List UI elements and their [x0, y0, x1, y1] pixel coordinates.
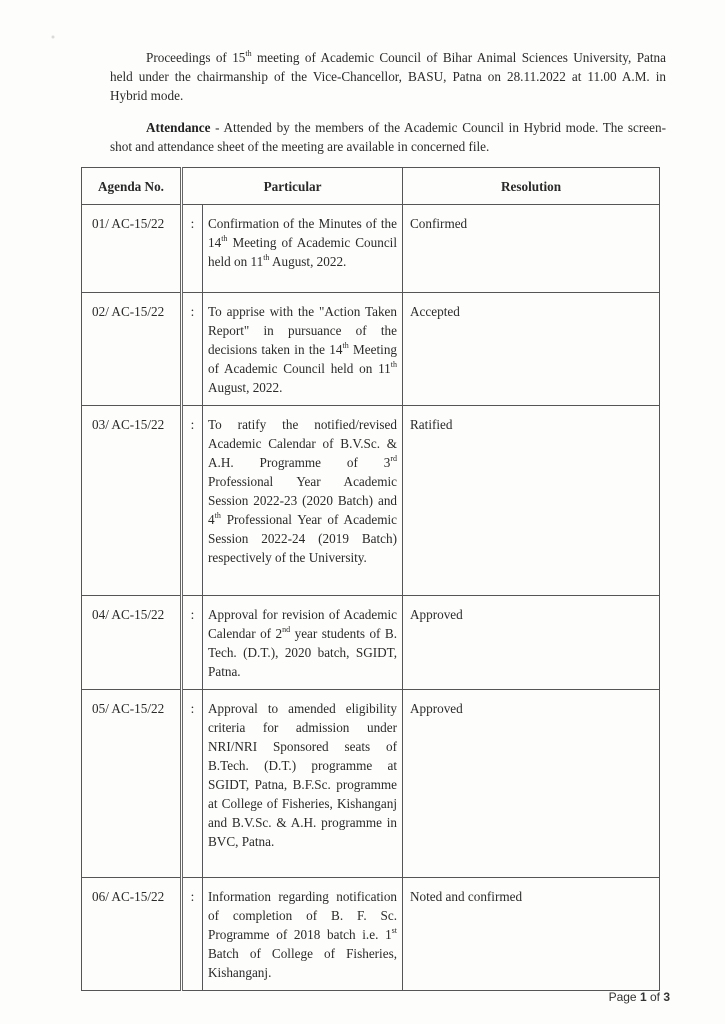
resolution-text: Ratified [403, 406, 660, 596]
agenda-number: 02/ AC-15/22 [82, 293, 182, 406]
table-row [82, 690, 660, 878]
particular-text: Approval for revision of Academic Calendar of 2nd year students of B. Tech. (D.T.), 2020 batch, SGIDT, Patna. [203, 596, 403, 690]
colon-separator: : [182, 596, 203, 690]
resolution-text: Approved [403, 596, 660, 690]
colon-separator: : [182, 406, 203, 596]
table-row [82, 878, 660, 991]
header-resolution: Resolution [403, 168, 660, 205]
table-row [82, 293, 660, 406]
table-row [82, 205, 660, 293]
resolution-text: Approved [403, 690, 660, 878]
particular-text: To apprise with the "Action Taken Report" in pursuance of the decisions taken in the 14th Meeting of Academic Council held on 11th August, 2022. [203, 293, 403, 406]
agenda-number: 03/ AC-15/22 [82, 406, 182, 596]
scan-speck [48, 30, 58, 44]
resolution-text: Noted and confirmed [403, 878, 660, 991]
attendance-label: Attendance [146, 120, 211, 135]
header-agenda-no: Agenda No. [82, 168, 182, 205]
particular-text: To ratify the notified/revised Academic Calendar of B.V.Sc. & A.H. Programme of 3rd Professional Year Academic Session 2022-23 (2020 Batch) and 4th Professional Year of Academic Session 2022-24 (2019 Batch) respectively of the University. [203, 406, 403, 596]
particular-text: Approval to amended eligibility criteria for admission under NRI/NRI Sponsored seats of B.Tech. (D.T.) programme at SGIDT, Patna, B.F.Sc. programme at College of Fisheries, Kishanganj and B.V.Sc. & A.H. programme in BVC, Patna. [203, 690, 403, 878]
colon-separator: : [182, 293, 203, 406]
particular-text: Information regarding notification of completion of B. F. Sc. Programme of 2018 batch i.e. 1st Batch of College of Fisheries, Kishanganj. [203, 878, 403, 991]
attendance-paragraph [110, 118, 666, 156]
page-number: Page 1 of 3 [608, 990, 670, 1004]
resolution-text: Accepted [403, 293, 660, 406]
colon-separator: : [182, 205, 203, 293]
colon-separator: : [182, 690, 203, 878]
header-particular: Particular [182, 168, 403, 205]
agenda-number: 04/ AC-15/22 [82, 596, 182, 690]
colon-separator: : [182, 878, 203, 991]
particular-text: Confirmation of the Minutes of the 14th Meeting of Academic Council held on 11th August, 2022. [203, 205, 403, 293]
attendance-text: - Attended by the members of the Academic Council in Hybrid mode. The screen-shot and attendance sheet of the meeting are available in concerned file. [110, 120, 666, 154]
table-row [82, 596, 660, 690]
agenda-number: 01/ AC-15/22 [82, 205, 182, 293]
agenda-number: 06/ AC-15/22 [82, 878, 182, 991]
table-row [82, 406, 660, 596]
resolution-text: Confirmed [403, 205, 660, 293]
agenda-table [81, 167, 660, 991]
intro-paragraph: Proceedings of 15th meeting of Academic Council of Bihar Animal Sciences University, Patna held under the chairmanship of the Vice-Chancellor, BASU, Patna on 28.11.2022 at 11.00 A.M. in Hybrid mode. [110, 48, 666, 103]
agenda-number: 05/ AC-15/22 [82, 690, 182, 878]
table-header-row [82, 168, 660, 205]
